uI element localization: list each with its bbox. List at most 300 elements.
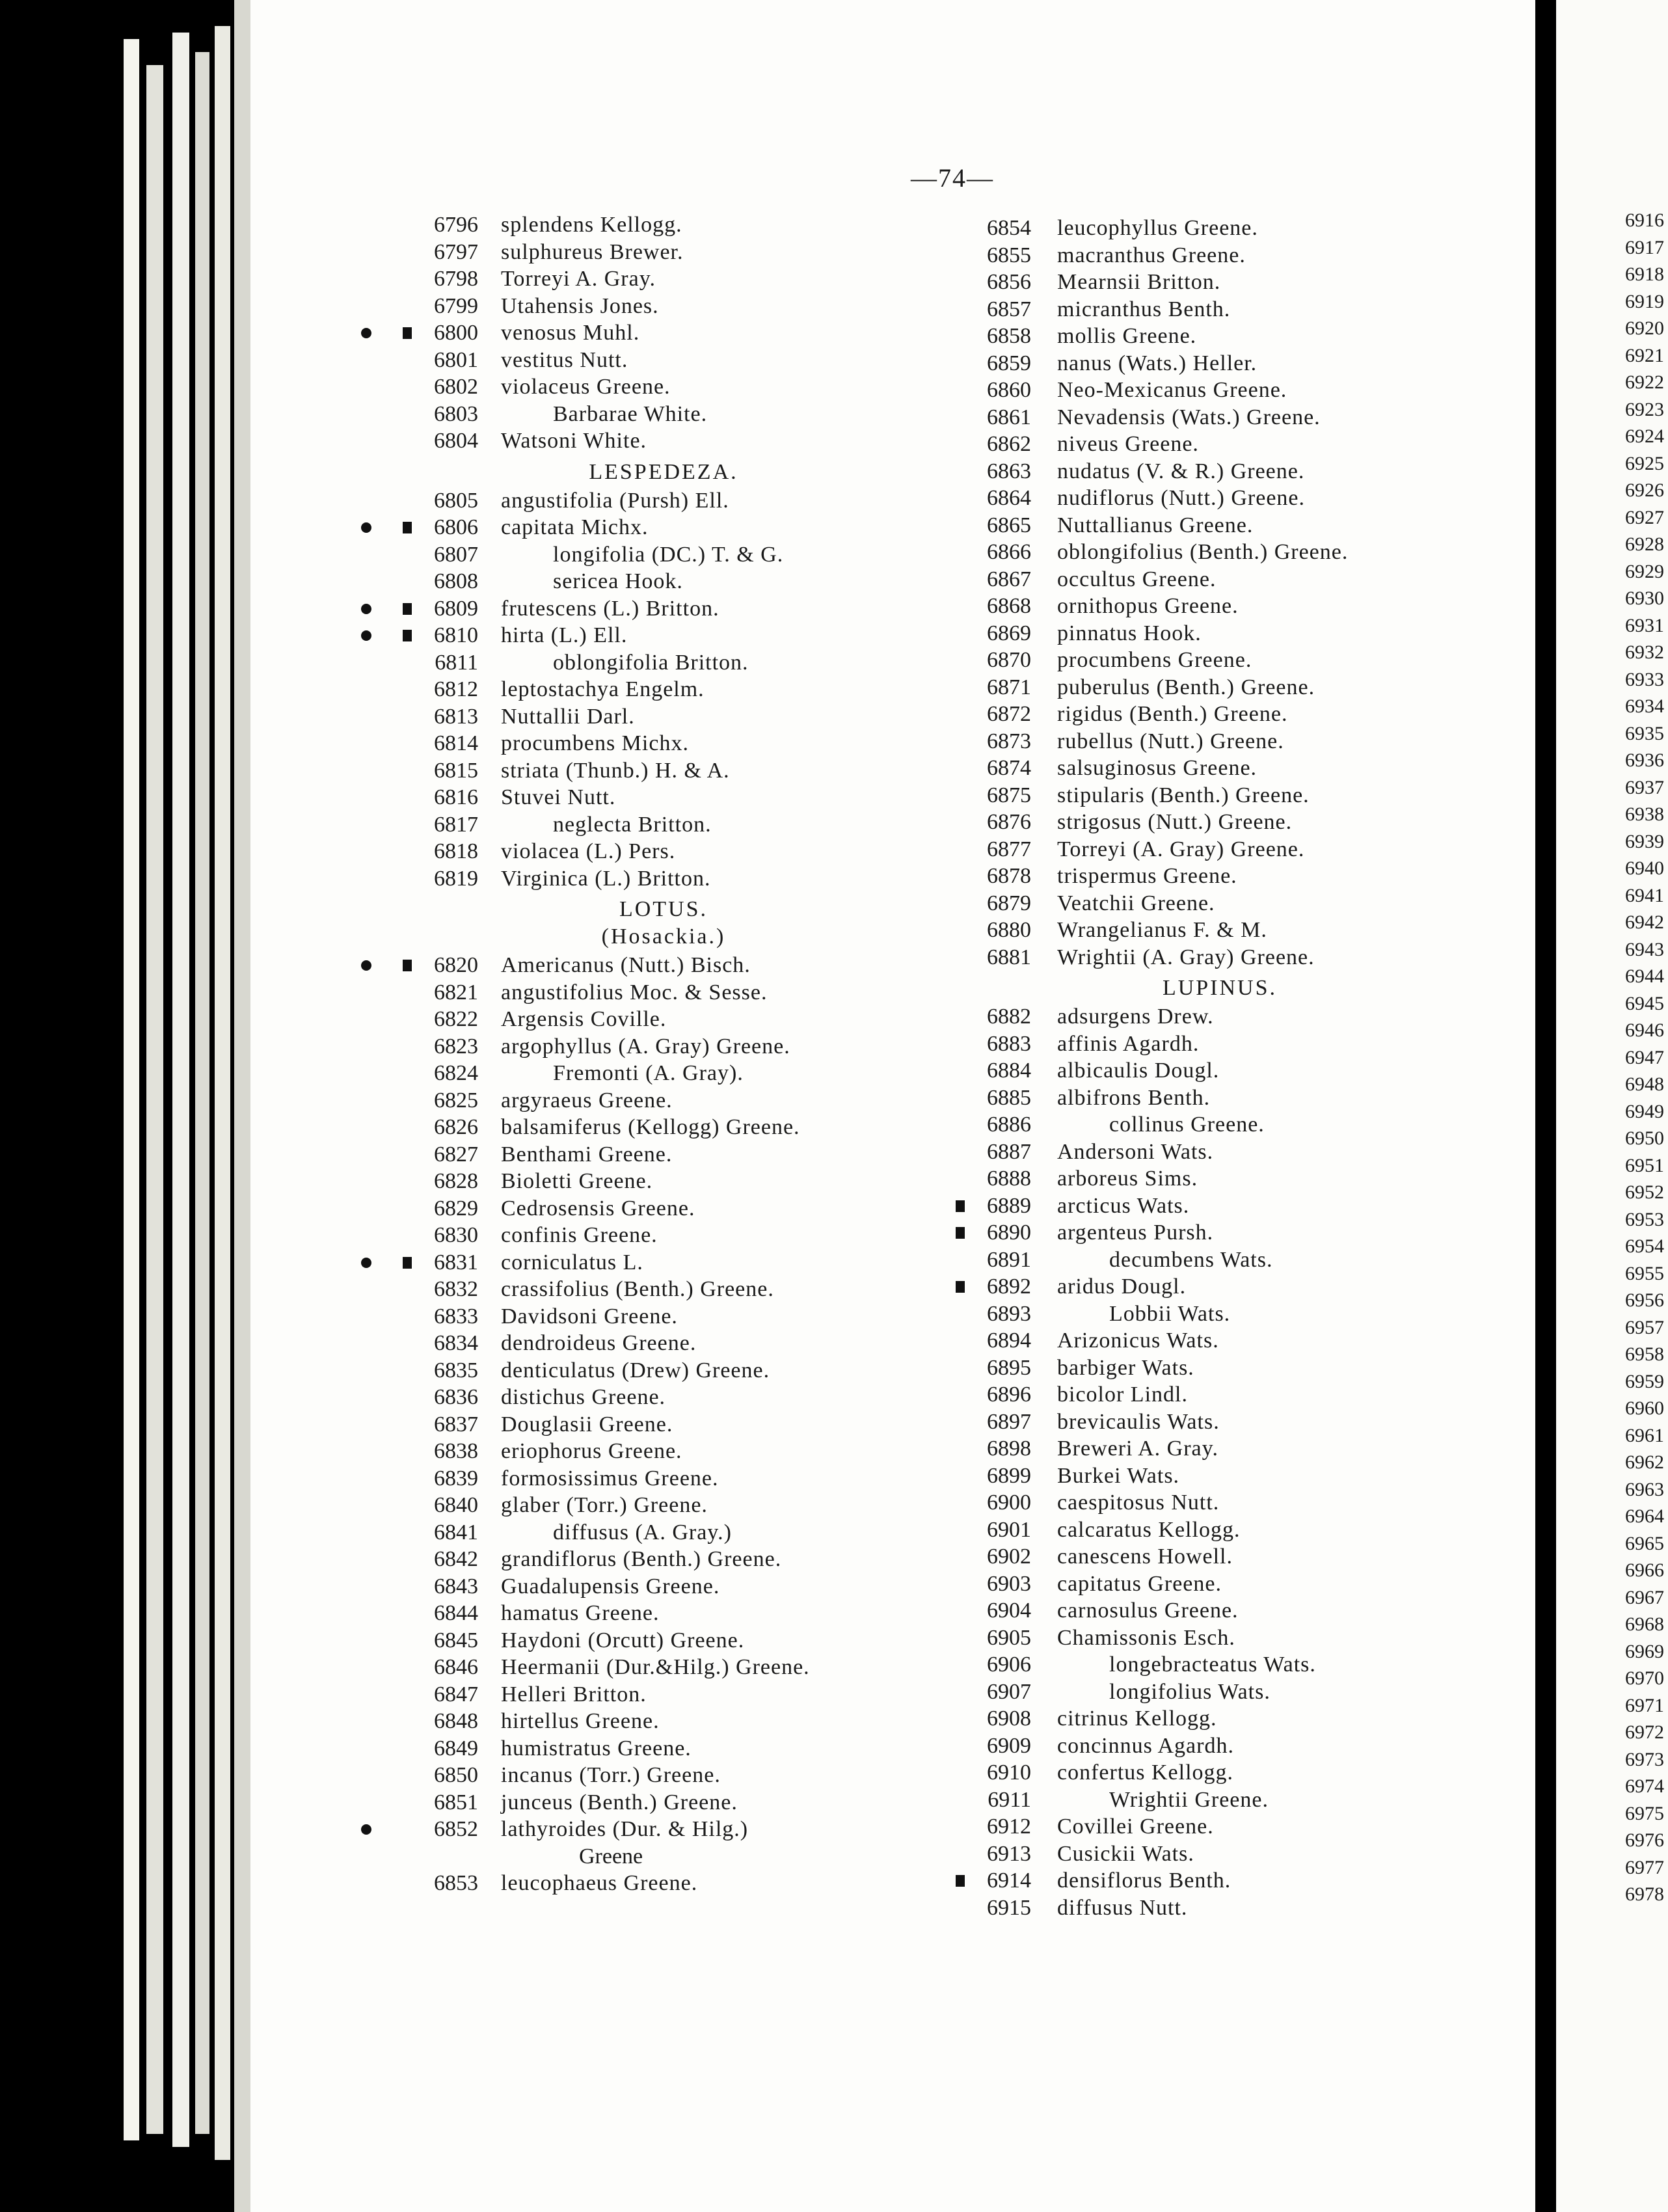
species-name: capitatus Greene. [1057,1571,1222,1596]
species-entry [0,1381,1301,1409]
catalog-number: 6837 [434,1412,478,1436]
catalog-number: 6820 [434,953,478,977]
species-entry [0,1111,1301,1139]
species-name: Heermanii (Dur.&Hilg.) Greene. [501,1655,810,1679]
catalog-number: 6817 [434,812,478,837]
catalog-number: 6846 [434,1655,478,1679]
species-name: albicaulis Dougl. [1057,1059,1220,1083]
catalog-number: 6969 [1625,1640,1664,1662]
species-name: Torreyi A. Gray. [501,267,656,291]
species-entry [0,674,1315,701]
catalog-number: 6902 [987,1544,1031,1569]
catalog-number: 6934 [1625,695,1664,717]
catalog-number: 6810 [434,623,478,647]
catalog-number: 6925 [1625,452,1664,474]
catalog-number: 6886 [987,1113,1031,1137]
catalog-number: 6892 [987,1275,1031,1299]
species-name: longebracteatus Wats. [1109,1652,1316,1677]
species-entry [0,539,1349,566]
species-name: mollis Greene. [1057,324,1197,348]
catalog-number: 6838 [434,1439,478,1463]
species-entry [0,1597,1301,1625]
species-name: argophyllus (A. Gray) Greene. [501,1034,790,1059]
catalog-number: 6879 [987,891,1031,915]
species-entry [0,1841,1301,1868]
catalog-number: 6807 [434,542,478,567]
catalog-number: 6878 [987,864,1031,888]
catalog-number: 6866 [987,540,1031,564]
species-name: longifolia (DC.) T. & G. [553,542,784,567]
catalog-number: 6947 [1625,1046,1664,1068]
species-name: argyraeus Greene. [501,1088,673,1113]
catalog-number: 6815 [434,758,478,783]
species-entry [0,1409,1301,1436]
species-name: occultus Greene. [1057,567,1217,591]
species-entry [0,1273,1301,1301]
species-name: macranthus Greene. [1057,243,1246,267]
genus-heading: LESPEDEZA. [589,459,738,484]
catalog-number: 6796 [434,213,478,237]
species-entry [0,1517,1301,1544]
catalog-number: 6961 [1625,1424,1664,1446]
species-name: confinis Greene. [501,1223,658,1247]
catalog-number: 6938 [1625,803,1664,825]
catalog-number: 6909 [987,1733,1031,1758]
species-name: oblongifolia Britton. [553,650,749,675]
species-entry [0,215,1301,242]
catalog-number: 6805 [434,488,478,513]
catalog-number: 6824 [434,1061,478,1085]
catalog-number: 6962 [1625,1451,1664,1473]
species-name: caespitosus Nutt. [1057,1490,1220,1515]
species-name: Watsoni White. [501,429,647,453]
species-name: niveus Greene. [1057,432,1199,456]
catalog-number: 6960 [1625,1397,1664,1419]
species-name: neglecta Britton. [553,812,712,837]
catalog-number: 6952 [1625,1181,1664,1203]
species-name: bicolor Lindl. [1057,1382,1188,1407]
species-name: capitata Michx. [501,515,649,539]
catalog-number: 6800 [434,321,478,345]
catalog-number: 6899 [987,1463,1031,1488]
catalog-number: 6825 [434,1088,478,1113]
species-name: Guadalupensis Greene. [501,1574,720,1598]
species-entry [0,944,1315,971]
catalog-number: 6856 [987,270,1031,294]
species-entry [0,836,1305,863]
species-name: Davidsoni Greene. [501,1304,678,1329]
species-name: eriophorus Greene. [501,1439,682,1463]
species-entry [0,404,1321,431]
species-entry [0,1003,1301,1031]
catalog-number: 6852 [434,1817,478,1841]
species-name: Barbarae White. [553,401,708,426]
species-name: Bioletti Greene. [501,1169,653,1193]
species-entry [0,1057,1301,1085]
catalog-number: 6829 [434,1196,478,1221]
species-name: trispermus Greene. [1057,864,1237,888]
catalog-number: 6799 [434,293,478,318]
species-entry [0,917,1301,944]
catalog-number: 6887 [987,1139,1031,1164]
species-name: violacea (L.) Pers. [501,839,676,863]
catalog-number: 6873 [987,729,1031,753]
species-name: nanus (Wats.) Heller. [1057,351,1258,375]
catalog-number: 6924 [1625,425,1664,447]
species-name: arcticus Wats. [1057,1193,1190,1218]
catalog-number: 6862 [987,432,1031,456]
catalog-number: 6857 [987,297,1031,321]
catalog-number: 6907 [987,1679,1031,1704]
species-name: stipularis (Benth.) Greene. [1057,783,1310,807]
catalog-number: 6933 [1625,668,1664,690]
species-name: decumbens Wats. [1109,1247,1273,1272]
catalog-number: 6936 [1625,749,1664,771]
species-entry [0,1733,1301,1760]
species-name: Argensis Coville. [501,1007,667,1031]
catalog-number: 6888 [987,1167,1031,1191]
catalog-number: 6928 [1625,533,1664,555]
species-name: Virginica (L.) Britton. [501,866,711,891]
species-name: Lobbii Wats. [1109,1301,1231,1326]
species-entry [0,1139,1301,1166]
species-entry [0,269,1301,296]
species-entry [0,512,1301,539]
catalog-number: 6977 [1625,1856,1664,1878]
species-name: collinus Greene. [1109,1113,1265,1137]
species-entry [0,890,1301,917]
catalog-number: 6939 [1625,830,1664,852]
catalog-number: 6968 [1625,1613,1664,1635]
species-name: aridus Dougl. [1057,1275,1187,1299]
species-name: Neo-Mexicanus Greene. [1057,378,1287,402]
species-name: Covillei Greene. [1057,1814,1214,1839]
catalog-number: 6849 [434,1736,478,1760]
species-name: rubellus (Nutt.) Greene. [1057,729,1284,753]
catalog-number: 6876 [987,810,1031,834]
catalog-number: 6966 [1625,1559,1664,1581]
species-name: balsamiferus (Kellogg) Greene. [501,1115,800,1139]
catalog-number: 6813 [434,704,478,729]
species-name: distichus Greene. [501,1385,666,1409]
species-name: diffusus Nutt. [1057,1895,1188,1920]
catalog-number: 6975 [1625,1802,1664,1824]
species-entry [0,620,1301,647]
catalog-number: 6816 [434,785,478,809]
catalog-number: 6847 [434,1682,478,1706]
species-entry [0,1679,1301,1706]
catalog-number: 6940 [1625,857,1664,879]
species-name: Helleri Britton. [501,1682,647,1706]
species-entry [0,1219,1301,1247]
catalog-number: 6964 [1625,1505,1664,1527]
species-entry [0,485,1306,512]
species-name: leucophaeus Greene. [501,1871,698,1895]
catalog-number: 6970 [1625,1667,1664,1689]
catalog-number: 6858 [987,324,1031,348]
species-entry [0,1435,1301,1463]
catalog-number: 6926 [1625,479,1664,501]
catalog-number: 6835 [434,1358,478,1382]
species-name: calcaratus Kellogg. [1057,1517,1241,1542]
species-name: rigidus (Benth.) Greene. [1057,702,1288,726]
catalog-number: 6855 [987,243,1031,267]
species-name: Haydoni (Orcutt) Greene. [501,1628,745,1652]
catalog-number: 6932 [1625,641,1664,663]
catalog-number: 6840 [434,1493,478,1517]
catalog-number: 6831 [434,1250,478,1275]
catalog-number: 6971 [1625,1694,1664,1716]
species-entry [0,701,1301,728]
catalog-number: 6804 [434,429,478,453]
catalog-number: 6861 [987,405,1031,429]
species-name: Benthami Greene. [501,1142,673,1167]
species-entry [0,242,1301,269]
catalog-number: 6914 [987,1868,1031,1893]
catalog-number: 6920 [1625,317,1664,339]
species-name: carnosulus Greene. [1057,1598,1239,1623]
catalog-number: 6954 [1625,1235,1664,1257]
catalog-number: 6949 [1625,1100,1664,1122]
species-name: glaber (Torr.) Greene. [501,1493,708,1517]
species-name: ornithopus Greene. [1057,594,1239,618]
catalog-number: 6896 [987,1382,1031,1407]
species-name: nudatus (V. & R.) Greene. [1057,459,1305,483]
species-name: Cedrosensis Greene. [501,1196,695,1221]
catalog-number: 6882 [987,1005,1031,1029]
catalog-number: 6972 [1625,1721,1664,1743]
catalog-number: 6865 [987,513,1031,537]
species-name: grandiflorus (Benth.) Greene. [501,1547,782,1571]
catalog-number: 6844 [434,1601,478,1625]
check-mark-icon [956,1227,965,1239]
catalog-number: 6894 [987,1329,1031,1353]
catalog-number: 6801 [434,347,478,372]
species-name: Cusickii Wats. [1057,1841,1194,1866]
species-entry [0,728,1301,755]
species-name: Fremonti (A. Gray). [553,1061,744,1085]
species-name: oblongifolius (Benth.) Greene. [1057,540,1349,564]
catalog-number: 6917 [1625,236,1664,258]
species-name: leptostachya Engelm. [501,677,705,701]
species-entry [0,1031,1301,1058]
species-entry [0,593,1301,620]
catalog-number: 6910 [987,1760,1031,1785]
catalog-number: 6937 [1625,776,1664,798]
catalog-number: 6806 [434,515,478,539]
catalog-number: 6956 [1625,1289,1664,1311]
catalog-number: 6921 [1625,344,1664,366]
catalog-number: 6965 [1625,1532,1664,1554]
species-name: hirtellus Greene. [501,1709,660,1733]
page-number: —74— [911,163,994,193]
species-name: puberulus (Benth.) Greene. [1057,675,1315,699]
catalog-number: 6798 [434,267,478,291]
catalog-number: 6918 [1625,263,1664,285]
catalog-number: 6895 [987,1355,1031,1380]
species-name: angustifolius Moc. & Sesse. [501,980,768,1005]
catalog-number: 6885 [987,1085,1031,1110]
species-name: adsurgens Drew. [1057,1005,1214,1029]
species-name: venosus Muhl. [501,321,640,345]
catalog-number: 6930 [1625,587,1664,609]
catalog-number: 6853 [434,1871,478,1895]
species-name: diffusus (A. Gray.) [553,1520,732,1544]
species-entry [0,296,1301,323]
catalog-number: 6841 [434,1520,478,1544]
catalog-number: 6891 [987,1247,1031,1272]
species-name: Wrightii Greene. [1109,1787,1269,1812]
species-name: Mearnsii Britton. [1057,270,1221,294]
catalog-number: 6890 [987,1221,1031,1245]
catalog-number: 6874 [987,756,1031,780]
catalog-number: 6826 [434,1115,478,1139]
catalog-number: 6809 [434,596,478,621]
catalog-number: 6842 [434,1547,478,1571]
species-name: Wrangelianus F. & M. [1057,918,1267,942]
catalog-number: 6819 [434,866,478,891]
species-name: canescens Howell. [1057,1544,1233,1569]
species-name: incanus (Torr.) Greene. [501,1763,721,1787]
species-entry [0,1327,1301,1355]
species-entry [0,1571,1301,1598]
catalog-number: 6872 [987,702,1031,726]
entry-continuation: Greene [579,1844,643,1868]
species-entry [0,431,1301,458]
species-name: barbiger Wats. [1057,1355,1194,1380]
species-entry [0,1193,1301,1220]
catalog-number: 6833 [434,1304,478,1329]
species-entry [0,755,1301,782]
catalog-number: 6843 [434,1574,478,1598]
species-name: Douglasii Greene. [501,1412,673,1436]
species-name: affinis Agardh. [1057,1031,1200,1056]
species-name: angustifolia (Pursh) Ell. [501,488,729,513]
species-name: Arizonicus Wats. [1057,1329,1219,1353]
catalog-number: 6814 [434,731,478,755]
species-entry [0,1895,1301,1922]
species-entry [0,1813,1301,1841]
species-entry [0,1247,1301,1274]
catalog-number: 6863 [987,459,1031,483]
catalog-number: 6908 [987,1706,1031,1731]
catalog-number: 6897 [987,1409,1031,1434]
species-name: argenteus Pursh. [1057,1221,1214,1245]
catalog-number: 6950 [1625,1127,1664,1149]
genus-heading: LUPINUS. [1162,976,1278,1000]
catalog-number: 6818 [434,839,478,863]
species-entry [0,377,1301,404]
species-name: micranthus Benth. [1057,297,1231,321]
catalog-number: 6828 [434,1169,478,1193]
catalog-number: 6884 [987,1059,1031,1083]
catalog-number: 6951 [1625,1154,1664,1176]
species-name: salsuginosus Greene. [1057,756,1258,780]
species-name: albifrons Benth. [1057,1085,1211,1110]
catalog-number: 6877 [987,837,1031,861]
catalog-number: 6797 [434,239,478,264]
species-name: Torreyi (A. Gray) Greene. [1057,837,1305,861]
catalog-number: 6900 [987,1490,1031,1515]
species-name: humistratus Greene. [501,1736,692,1760]
species-name: concinnus Agardh. [1057,1733,1234,1758]
species-name: violaceus Greene. [501,375,671,399]
catalog-number: 6957 [1625,1316,1664,1338]
catalog-number: 6923 [1625,398,1664,420]
species-entry [0,1759,1301,1787]
catalog-number: 6943 [1625,938,1664,960]
catalog-number: 6875 [987,783,1031,807]
species-name: Andersoni Wats. [1057,1139,1214,1164]
genus-heading: (Hosackia.) [601,924,726,949]
species-entry [0,1651,1316,1679]
check-mark-icon [956,1281,965,1293]
catalog-number: 6880 [987,918,1031,942]
catalog-number: 6864 [987,486,1031,510]
catalog-number: 6867 [987,567,1031,591]
check-mark-icon [956,1200,965,1212]
species-name: strigosus (Nutt.) Greene. [1057,810,1293,834]
catalog-number: 6889 [987,1193,1031,1218]
catalog-number: 6881 [987,945,1031,969]
catalog-number: 6869 [987,621,1031,645]
catalog-number: 6973 [1625,1748,1664,1770]
species-name: crassifolius (Benth.) Greene. [501,1277,774,1301]
catalog-number: 6963 [1625,1478,1664,1500]
species-name: Utahensis Jones. [501,293,659,318]
catalog-number: 6953 [1625,1208,1664,1230]
species-name: splendens Kellogg. [501,213,682,237]
catalog-number: 6916 [1625,209,1664,231]
catalog-number: 6976 [1625,1829,1664,1851]
species-name: hamatus Greene. [501,1601,660,1625]
catalog-number: 6802 [434,375,478,399]
catalog-number: 6836 [434,1385,478,1409]
species-name: Veatchii Greene. [1057,891,1215,915]
catalog-number: 6941 [1625,884,1664,906]
catalog-number: 6823 [434,1034,478,1059]
catalog-number: 6904 [987,1598,1031,1623]
catalog-number: 6870 [987,648,1031,672]
catalog-number: 6911 [988,1787,1031,1812]
catalog-number: 6893 [987,1301,1031,1326]
catalog-number: 6883 [987,1031,1031,1056]
species-name: sericea Hook. [553,569,683,593]
catalog-number: 6868 [987,594,1031,618]
catalog-number: 6945 [1625,992,1664,1014]
catalog-number: 6935 [1625,722,1664,744]
catalog-number: 6974 [1625,1775,1664,1797]
catalog-number: 6955 [1625,1262,1664,1284]
catalog-number: 6839 [434,1466,478,1490]
species-name: Americanus (Nutt.) Bisch. [501,953,751,977]
catalog-number: 6811 [435,650,478,675]
catalog-number: 6822 [434,1007,478,1031]
catalog-number: 6851 [434,1790,478,1814]
catalog-number: 6832 [434,1277,478,1301]
species-entry [0,1625,1301,1652]
catalog-number: 6850 [434,1763,478,1787]
species-entry [0,1165,1301,1193]
species-name: citrinus Kellogg. [1057,1706,1217,1731]
catalog-number: 6944 [1625,965,1664,987]
species-entry [0,1355,1301,1382]
species-name: nudiflorus (Nutt.) Greene. [1057,486,1306,510]
species-name: Nuttallianus Greene. [1057,513,1254,537]
catalog-number: 6834 [434,1331,478,1355]
catalog-number: 6898 [987,1436,1031,1461]
catalog-number: 6845 [434,1628,478,1652]
